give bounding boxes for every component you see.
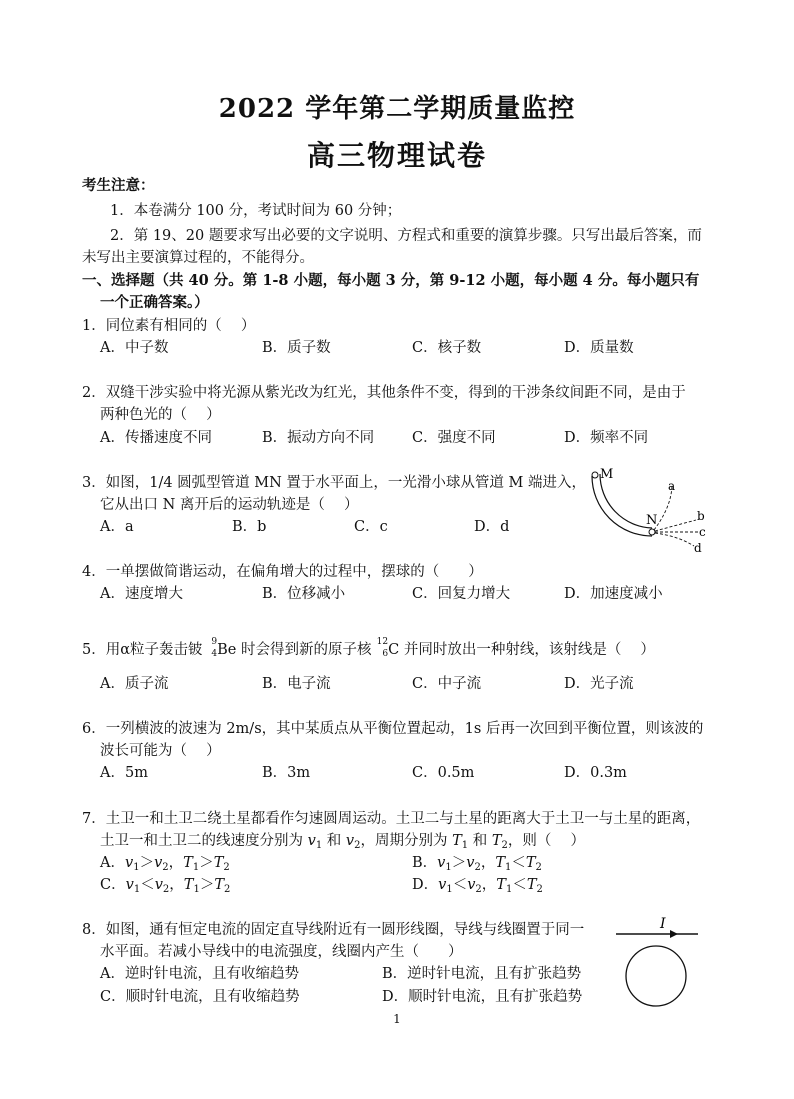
exam-title: 2022 学年第二学期质量监控 [218, 94, 576, 124]
q2-option-a: A．传播速度不同 [100, 430, 212, 446]
sub-2: 2 [501, 840, 508, 851]
carbon-nuclide-numbers [376, 637, 389, 660]
q7-stem-text-1: 土卫一和土卫二的线速度分别为 [100, 833, 308, 849]
q3-stem-line-1: 3．如图，1/4 圆弧型管道 MN 置于水平面上，一光滑小球从管道 M 端进入， [82, 475, 586, 491]
q6-stem-line-2: 波长可能为（ ） [100, 743, 221, 759]
label-m: M [600, 467, 614, 482]
q5-stem-part-3: 并同时放出一种射线，该射线是（ ） [399, 642, 655, 658]
q4-option-b: B．位移减小 [262, 586, 346, 602]
var-v2: v [345, 833, 355, 849]
sub-1: 1 [315, 840, 323, 851]
label-d: d [694, 541, 702, 555]
q4-option-c: C．回复力增大 [412, 586, 511, 602]
var-v1: v [307, 833, 316, 849]
q4-option-d: D．加速度减小 [564, 586, 663, 602]
q2-stem-line-2: 两种色光的（ ） [100, 407, 221, 423]
q2-stem-line-1: 2．双缝干涉实验中将光源从紫光改为红光，其他条件不变，得到的干涉条纹间距不同，是由于 [82, 385, 686, 401]
q8-stem-line-2: 水平面。若减小导线中的电流强度，线圈内产生（ ） [100, 944, 463, 960]
q3-option-c: C．c [354, 519, 388, 535]
q8-option-b: B．逆时针电流，且有扩张趋势 [382, 966, 582, 982]
c-symbol: C [388, 642, 400, 658]
q3-option-b: B．b [232, 519, 267, 535]
q5-stem-part-1: 5．用α粒子轰击铍 [82, 642, 208, 658]
q7-stem-text-3: ，周期分别为 [360, 833, 453, 849]
q3-option-a: A．a [100, 519, 134, 535]
q5-stem-part-2: 时会得到新的原子核 [236, 642, 377, 658]
q7-stem-text-4: 和 [468, 833, 492, 849]
q2-option-c: C．强度不同 [412, 430, 496, 446]
q3-option-d: D．d [474, 519, 510, 535]
pipe-end-m-marker [592, 472, 598, 478]
q8-option-c: C．顺时针电流，且有收缩趋势 [100, 989, 300, 1005]
exam-subtitle: 高三物理试卷 [306, 139, 487, 172]
beryllium-nuclide-numbers [207, 637, 218, 660]
q7-option-a: A．$v_1>v_2$，$T_1>T_2$ [100, 855, 230, 873]
q7-stem-line-1: 7．土卫一和土卫二绕土星都看作匀速圆周运动。土卫二与土星的距离大于土卫一与土星的距离， [82, 811, 701, 827]
notice-item-2-line-2: 未写出主要演算过程的，不能得分。 [82, 250, 314, 266]
be-atomic-number: 4 [211, 649, 218, 659]
notice-item-2-line-1: 2．第 19、20 题要求写出必要的文字说明、方程式和重要的演算步骤。只写出最后答案，而 [110, 228, 702, 244]
current-arrow-icon [670, 930, 678, 938]
q6-option-d: D．0.3m [564, 765, 627, 781]
q5-option-b: B．电子流 [262, 676, 331, 692]
label-n: N [646, 513, 658, 528]
notice-heading: 考生注意： [82, 177, 155, 194]
circular-coil [626, 946, 686, 1006]
q6-option-c: C．0.5m [412, 765, 475, 781]
var-t2: T [491, 833, 502, 849]
q7-option-b: B．$v_1>v_2$，$T_1<T_2$ [412, 855, 542, 873]
q6-option-b: B．3m [262, 765, 311, 781]
section-heading-line-2: 一个正确答案。） [100, 294, 209, 311]
current-label: I [660, 916, 666, 932]
q4-option-a: A．速度增大 [100, 586, 183, 602]
c-atomic-number: 6 [382, 649, 389, 659]
q1-option-a: A．中子数 [100, 340, 169, 356]
section-heading-line-1: 一、选择题（共 40 分。第 1-8 小题，每小题 3 分，第 9-12 小题，每小题 4 分。每小题只有 [82, 272, 700, 289]
q4-stem: 4．一单摆做简谐运动，在偏角增大的过程中，摆球的（ ） [82, 564, 483, 580]
q6-option-a: A．5m [100, 765, 148, 781]
q8-option-a: A．逆时针电流，且有收缩趋势 [100, 966, 299, 982]
q5-option-d: D．光子流 [564, 676, 634, 692]
var-t1: T [452, 833, 462, 849]
q5-option-a: A．质子流 [100, 676, 169, 692]
q3-pipe-figure [580, 464, 720, 564]
q2-option-b: B．振动方向不同 [262, 430, 375, 446]
q1-option-c: C．核子数 [412, 340, 482, 356]
q7-stem-text-2: 和 [322, 833, 346, 849]
be-symbol: Be [217, 642, 237, 658]
sub-2: 2 [354, 840, 361, 851]
be-mass-number: 9 [211, 637, 218, 647]
q5-stem [82, 637, 655, 660]
trajectory-b [655, 520, 696, 531]
q8-option-d: D．顺时针电流，且有扩张趋势 [382, 989, 583, 1005]
q3-stem-line-2: 它从出口 N 离开后的运动轨迹是（ ） [100, 497, 359, 513]
sub-1: 1 [461, 840, 469, 851]
q5-option-c: C．中子流 [412, 676, 482, 692]
label-b: b [697, 509, 705, 523]
label-a: a [668, 479, 676, 493]
q8-wire-coil-figure [610, 914, 710, 1014]
q7-option-c: C．$v_1<v_2$，$T_1>T_2$ [100, 877, 231, 895]
q1-option-b: B．质子数 [262, 340, 331, 356]
q8-stem-line-1: 8．如图，通有恒定电流的固定直导线附近有一圆形线圈，导线与线圈置于同一 [82, 922, 585, 938]
q7-stem-text-5: ，则（ ） [507, 833, 586, 849]
notice-item-1: 1．本卷满分 100 分，考试时间为 60 分钟； [110, 203, 402, 219]
q7-option-d: D．$v_1<v_2$，$T_1<T_2$ [412, 877, 543, 895]
label-c: c [699, 525, 706, 539]
page-number: 1 [393, 1012, 401, 1026]
q1-stem: 1．同位素有相同的（ ） [82, 318, 256, 334]
q6-stem-line-1: 6．一列横波的波速为 2m/s，其中某质点从平衡位置起动，1s 后再一次回到平衡位置，则该波的 [82, 721, 704, 737]
c-mass-number: 12 [376, 637, 389, 647]
trajectory-d [655, 533, 694, 546]
q2-option-d: D．频率不同 [564, 430, 649, 446]
q1-option-d: D．质量数 [564, 340, 634, 356]
